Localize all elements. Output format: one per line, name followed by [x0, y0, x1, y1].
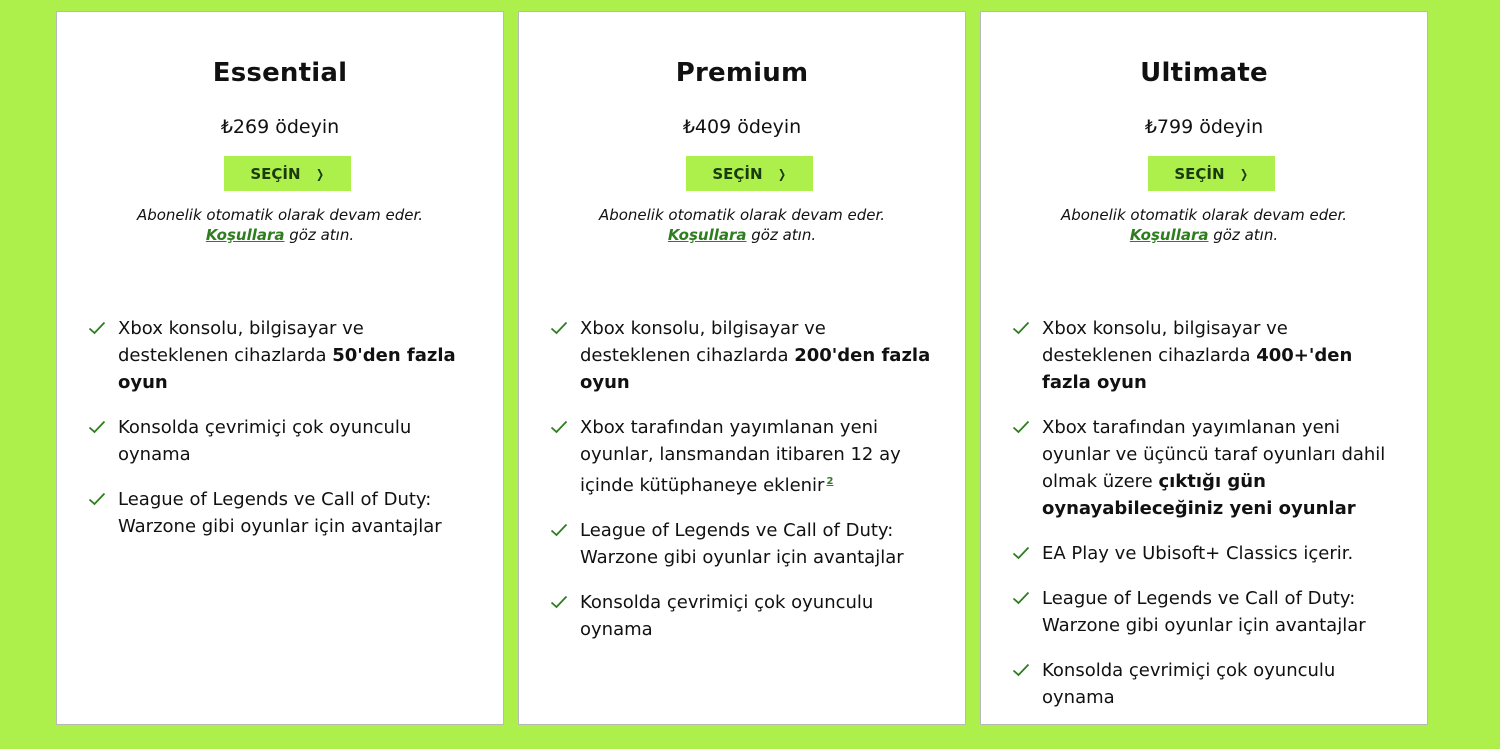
feature-item	[1012, 585, 1402, 639]
feature-item	[550, 589, 940, 643]
feature-highlight: çıktığı gün oynayabileceğiniz yeni oyunlar	[1042, 471, 1356, 519]
feature-text: Xbox konsolu, bilgisayar ve desteklenen cihazlarda	[1042, 318, 1288, 366]
terms-rest: göz atın.	[746, 226, 817, 244]
chevron-right-icon: ❯	[315, 166, 324, 181]
feature-list	[88, 315, 478, 558]
feature-item	[550, 517, 940, 571]
terms-note	[57, 205, 503, 245]
feature-highlight: 200'den fazla oyun	[580, 345, 931, 393]
plan-price: ₺799 ödeyin	[1144, 116, 1264, 138]
check-icon	[1012, 420, 1030, 434]
select-plan-button[interactable]	[1148, 156, 1275, 191]
chevron-right-icon: ❯	[777, 166, 786, 181]
feature-highlight: 50'den fazla oyun	[118, 345, 456, 393]
feature-text: League of Legends ve Call of Duty: Warzone gibi oyunlar için avantajlar	[118, 489, 442, 537]
feature-item	[88, 315, 478, 396]
check-icon	[88, 420, 106, 434]
terms-line-2	[519, 225, 965, 245]
terms-link[interactable]: Koşullara	[667, 226, 747, 244]
check-icon	[550, 595, 568, 609]
terms-link[interactable]: Koşullara	[205, 226, 285, 244]
terms-rest: göz atın.	[284, 226, 355, 244]
chevron-right-icon: ❯	[1239, 166, 1248, 181]
terms-note	[519, 205, 965, 245]
plan-title: Ultimate	[1140, 58, 1268, 88]
check-icon	[550, 420, 568, 434]
plan-title: Essential	[212, 58, 348, 88]
check-icon	[88, 321, 106, 335]
feature-text: Konsolda çevrimiçi çok oyunculu oynama	[580, 592, 874, 640]
feature-item	[550, 315, 940, 396]
plan-card-ultimate	[980, 11, 1428, 725]
feature-item	[1012, 414, 1402, 522]
plan-price: ₺409 ödeyin	[682, 116, 802, 138]
check-icon	[1012, 663, 1030, 677]
feature-list	[550, 315, 940, 661]
terms-line: Abonelik otomatik olarak devam eder.	[1060, 206, 1348, 224]
feature-text: Xbox konsolu, bilgisayar ve desteklenen cihazlarda	[580, 318, 826, 366]
feature-item	[1012, 540, 1402, 567]
feature-item	[88, 486, 478, 540]
feature-item	[1012, 657, 1402, 711]
terms-note	[981, 205, 1427, 245]
feature-text: Xbox tarafından yayımlanan yeni oyunlar ve üçüncü taraf oyunları dahil olmak üzere	[1042, 417, 1386, 492]
check-icon	[1012, 321, 1030, 335]
terms-rest: göz atın.	[1208, 226, 1279, 244]
feature-text: Konsolda çevrimiçi çok oyunculu oynama	[1042, 660, 1336, 708]
select-button-label: SEÇİN	[1174, 164, 1225, 183]
select-button-label: SEÇİN	[250, 164, 301, 183]
feature-list	[1012, 315, 1402, 729]
plan-card-essential	[56, 11, 504, 725]
plan-title: Premium	[675, 58, 809, 88]
terms-line-2	[981, 225, 1427, 245]
check-icon	[550, 523, 568, 537]
feature-text: League of Legends ve Call of Duty: Warzone gibi oyunlar için avantajlar	[580, 520, 904, 568]
check-icon	[88, 492, 106, 506]
select-plan-button[interactable]	[686, 156, 813, 191]
feature-item	[88, 414, 478, 468]
select-button-label: SEÇİN	[712, 164, 763, 183]
terms-link[interactable]: Koşullara	[1129, 226, 1209, 244]
feature-highlight: 400+'den fazla oyun	[1042, 345, 1353, 393]
feature-text: Konsolda çevrimiçi çok oyunculu oynama	[118, 417, 412, 465]
feature-item	[1012, 315, 1402, 396]
feature-text: EA Play ve Ubisoft+ Classics içerir.	[1042, 543, 1354, 564]
footnote-link[interactable]: 2	[826, 476, 834, 487]
check-icon	[1012, 591, 1030, 605]
select-plan-button[interactable]	[224, 156, 351, 191]
feature-text: Xbox konsolu, bilgisayar ve desteklenen cihazlarda	[118, 318, 364, 366]
terms-line-2	[57, 225, 503, 245]
feature-text: Xbox tarafından yayımlanan yeni oyunlar, lansmandan itibaren 12 ay içinde kütüphaneye eklenir	[580, 417, 901, 496]
check-icon	[550, 321, 568, 335]
plans-container	[56, 11, 1428, 725]
plan-price: ₺269 ödeyin	[220, 116, 340, 138]
check-icon	[1012, 546, 1030, 560]
plan-card-premium	[518, 11, 966, 725]
terms-line: Abonelik otomatik olarak devam eder.	[598, 206, 886, 224]
feature-text: League of Legends ve Call of Duty: Warzone gibi oyunlar için avantajlar	[1042, 588, 1366, 636]
terms-line: Abonelik otomatik olarak devam eder.	[136, 206, 424, 224]
feature-item	[550, 414, 940, 499]
